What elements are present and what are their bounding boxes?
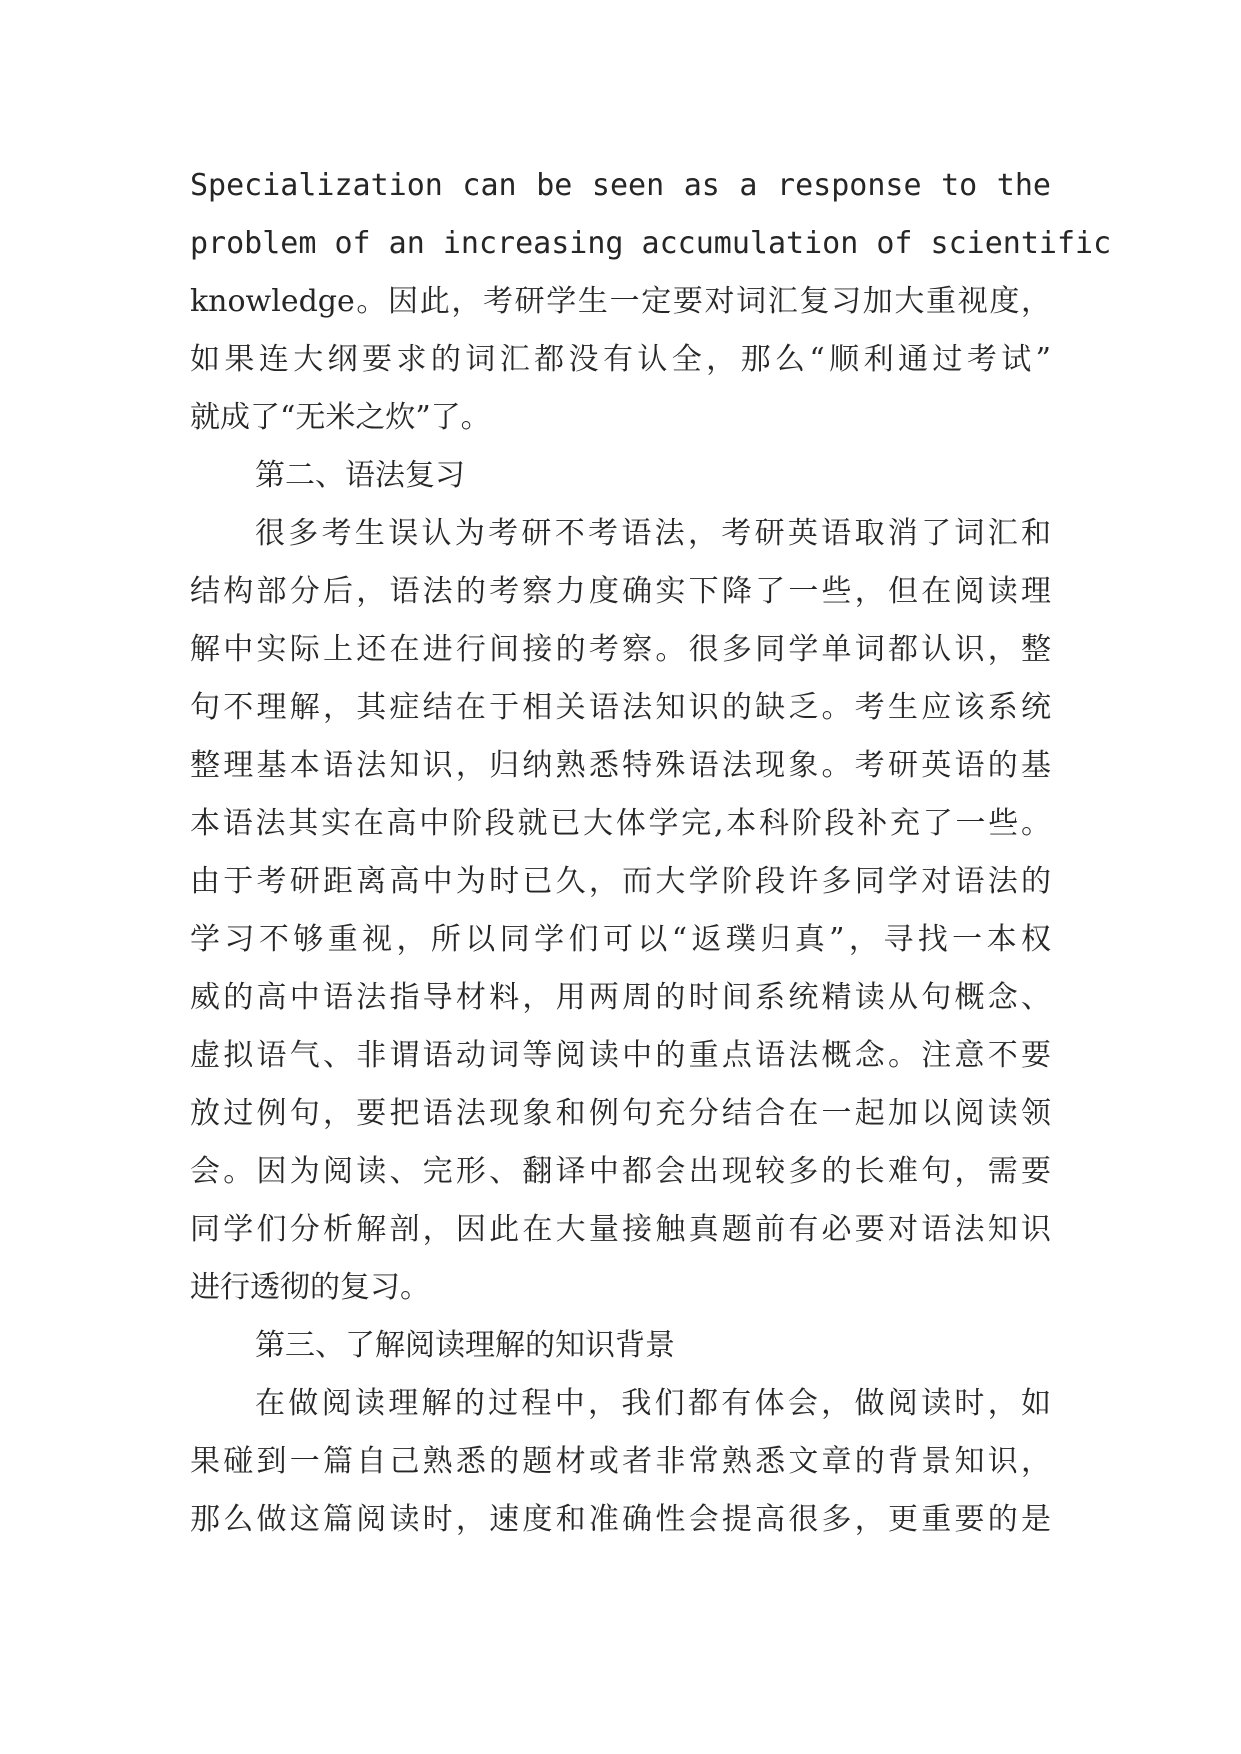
- text-line: 整理基本语法知识，归纳熟悉特殊语法现象。考研英语的基: [190, 748, 1051, 783]
- text-line: 在做阅读理解的过程中，我们都有体会，做阅读时，如: [255, 1386, 1051, 1421]
- text-line: 如果连大纲要求的词汇都没有认全，那么“顺利通过考试”: [190, 342, 1051, 377]
- text-line: 句不理解，其症结在于相关语法知识的缺乏。考生应该系统: [190, 690, 1051, 725]
- text-line: 放过例句，要把语法现象和例句充分结合在一起加以阅读领: [190, 1096, 1051, 1131]
- section-heading: 第三、了解阅读理解的知识背景: [255, 1328, 675, 1363]
- text-line: 虚拟语气、非谓语动词等阅读中的重点语法概念。注意不要: [190, 1038, 1051, 1073]
- text-line: 本语法其实在高中阶段就已大体学完,本科阶段补充了一些。: [190, 806, 1051, 841]
- text-line: 会。因为阅读、完形、翻译中都会出现较多的长难句，需要: [190, 1154, 1051, 1189]
- text-line: 解中实际上还在进行间接的考察。很多同学单词都认识，整: [190, 632, 1051, 667]
- text-line: 结构部分后，语法的考察力度确实下降了一些，但在阅读理: [190, 574, 1051, 609]
- section-heading: 第二、语法复习: [255, 458, 465, 493]
- text-line: 同学们分析解剖，因此在大量接触真题前有必要对语法知识: [190, 1212, 1051, 1247]
- text-line: 学习不够重视，所以同学们可以“返璞归真”，寻找一本权: [190, 922, 1051, 957]
- text-line: 那么做这篇阅读时，速度和准确性会提高很多，更重要的是: [190, 1502, 1051, 1537]
- text-line: 很多考生误认为考研不考语法，考研英语取消了词汇和: [255, 516, 1051, 551]
- text-line: 威的高中语法指导材料，用两周的时间系统精读从句概念、: [190, 980, 1051, 1015]
- text-line: 果碰到一篇自己熟悉的题材或者非常熟悉文章的背景知识，: [190, 1444, 1051, 1479]
- text-line: problem of an increasing accumulation of scientific: [190, 226, 1112, 261]
- text-line: 就成了“无米之炊”了。: [190, 400, 491, 435]
- text-line: 进行透彻的复习。: [190, 1270, 430, 1305]
- text-line: 由于考研距离高中为时已久，而大学阶段许多同学对语法的: [190, 864, 1051, 899]
- text-line: Specialization can be seen as a response to the: [190, 168, 1051, 203]
- text-line: knowledge。因此，考研学生一定要对词汇复习加大重视度，: [190, 284, 1051, 319]
